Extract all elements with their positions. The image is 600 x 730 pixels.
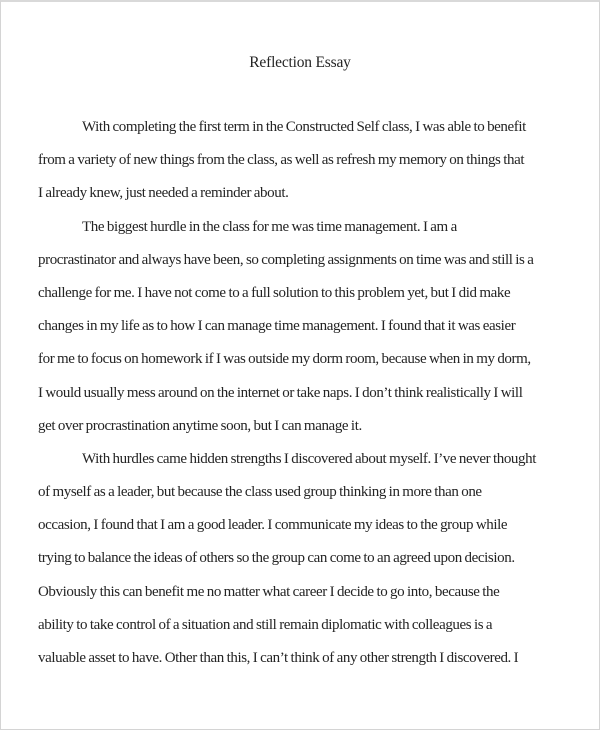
- essay-line: I would usually mess around on the internet or take naps. I don’t think realistically I will: [38, 384, 523, 401]
- essay-line: trying to balance the ideas of others so the group can come to an agreed upon decision.: [38, 550, 515, 567]
- essay-line: With hurdles came hidden strengths I discovered about myself. I’ve never thought: [82, 450, 536, 467]
- essay-line: valuable asset to have. Other than this, I can’t think of any other strength I discovered. I: [38, 650, 519, 666]
- paragraph: [38, 111, 569, 211]
- paragraph: [38, 211, 569, 443]
- essay-line: challenge for me. I have not come to a full solution to this problem yet, but I did make: [38, 284, 511, 301]
- essay-line: from a variety of new things from the class, as well as refresh my memory on things that: [38, 152, 525, 169]
- essay-line: for me to focus on homework if I was outside my dorm room, because when in my dorm,: [38, 351, 531, 368]
- essay-line: The biggest hurdle in the class for me was time management. I am a: [82, 218, 457, 235]
- essay-line: ability to take control of a situation and still remain diplomatic with colleagues is a: [38, 616, 493, 633]
- essay-line: I already knew, just needed a reminder about.: [38, 185, 289, 202]
- essay-line: procrastinator and always have been, so completing assignments on time was and still is a: [38, 251, 534, 268]
- essay-line: changes in my life as to how I can manage time management. I found that it was easier: [38, 318, 516, 335]
- essay-line: get over procrastination anytime soon, but I can manage it.: [38, 417, 362, 434]
- essay-line: occasion, I found that I am a good leader. I communicate my ideas to the group while: [38, 517, 508, 534]
- essay-body: [1, 111, 599, 675]
- essay-line: Obviously this can benefit me no matter what career I decide to go into, because the: [38, 583, 500, 600]
- essay-line: of myself as a leader, but because the class used group thinking in more than one: [38, 484, 482, 501]
- essay-title: Reflection Essay: [249, 54, 351, 71]
- essay-line: With completing the first term in the Constructed Self class, I was able to benefit: [82, 119, 526, 135]
- paragraph: [38, 443, 569, 675]
